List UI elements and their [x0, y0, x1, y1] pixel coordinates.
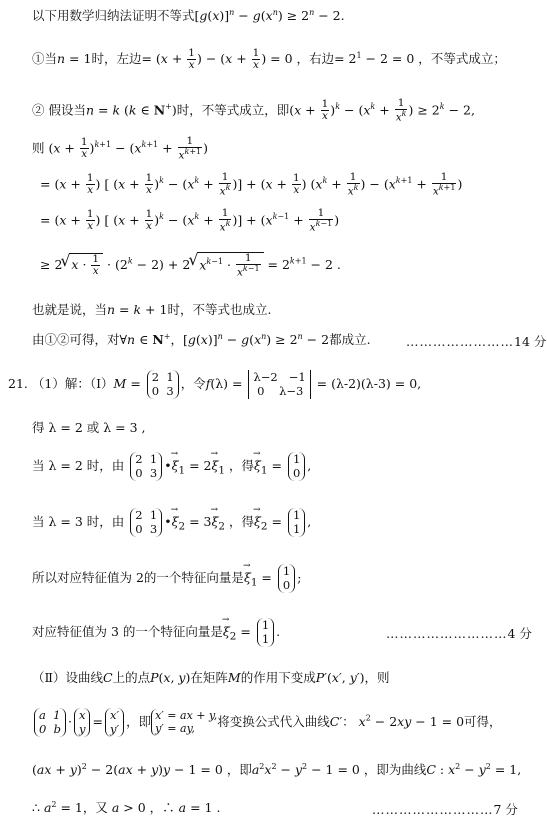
induction-step-label: 也就是说，当 [32, 302, 108, 317]
determinant: λ−2 −1 0 λ−3 [248, 370, 310, 399]
eigen-2-line: 当 λ = 2 时，由 2 1 0 3 •→ $\xi_1 = 2\to \xi_1$ ，得→ $\xi_1$ = 1 0 , [32, 452, 311, 481]
eigenvalues-line: 得 λ = 2 或 λ = 3 , [32, 420, 146, 435]
part2-text-c: 在矩阵 [190, 670, 228, 685]
base-case-label: ①当 [32, 51, 58, 67]
forcurve-text: ，即为曲线 [363, 762, 427, 778]
part2-text-e: ，则 [364, 670, 390, 685]
getok-text: 可得， [464, 713, 502, 729]
question-number: 21. [8, 375, 28, 391]
conclusion-label: 由①②可得，对∀ [32, 332, 128, 348]
expand-line-2: = (x + $\frac{1}{x}$ ) [ (x + $\frac{1}{x}$ )$^k - (x^k$ + $\frac{1}{x^k}$ )] + ($x^{k-1}$ + $\frac{1}{x^{k-1}}$ ) [40, 207, 340, 234]
hypothesis-text: 时，不等式成立，即 [176, 102, 290, 118]
base-conclusion: 不等式成立； [430, 51, 506, 67]
score-label: 14 分 [514, 334, 547, 349]
score-label: 7 分 [493, 802, 518, 817]
score-dots: …………………… [406, 334, 514, 349]
curve-line: (ax + y)$^2$ − 2(ax + y)y − 1 = 0 ，即$a^2x^2 - y^2 - 1 = 0$ ，即为曲线C : $x^2 - y^2 = 1$, [32, 762, 522, 778]
part2-text-d: 的作用下变成 [240, 670, 316, 685]
therefore-text: 又 [95, 800, 108, 816]
when-tail: 时，由 [86, 457, 125, 473]
get-label: 得 [32, 420, 45, 435]
part2-text-b: 上的点 [112, 670, 151, 685]
part2-label: （Ⅱ）设曲线 [32, 670, 103, 685]
then-line: 则 (x + $\frac{1}{x}$ )$^{k+1} - (x^{k+1}$ + $\frac{1}{x^{k+1}}$ ) [32, 135, 209, 162]
score-14 [406, 332, 546, 350]
part2-line: （Ⅱ）设曲线C上的点P(x, y)在矩阵M的作用下变成P′(x′, y′)，则 [32, 670, 390, 685]
base-case-line: ①当n = 1时，左边= (x + $\frac{1}{x}$ ) − (x + $\frac{1}{x}$ ) = 0 ，右边= $2^1 - 2 = 0$ ，不等式成立； [32, 47, 506, 72]
inequality-line: ≥ 2√ x · $\frac{1}{x}$ · $(2^k - 2) + 2√$ $x^{k-1}$ · $\frac{1}{x^{k-1}}$ = $2^{k+1} - 2$ . [40, 252, 341, 279]
hypothesis-line: ② 假设当n = k (k ∈ N+)时，不等式成立，即(x + $\frac{1}{x}$ )$^k - (x^k$ + $\frac{1}{x^k}$ ) ≥ $2^k - 2$, [32, 97, 475, 124]
when-tail: 时，由 [86, 513, 125, 529]
score-dots: ……………………… [386, 626, 508, 641]
expand-line-1: = (x + $\frac{1}{x}$ ) [ (x + $\frac{1}{x}$ )$^k - (x^k$ + $\frac{1}{x^k}$ )] + (x + $\frac{1}{x}$ ) ($x^k$ + $\frac{1}{x^k}$ ) − ($x^{k+1}$ + $\frac{1}{x^{k+1}}$ ) [40, 171, 463, 198]
when-label: 当 [32, 513, 45, 529]
eigenvector-2-text: 所以对应特征值为 2的一个特征向量是 [32, 569, 244, 585]
induction-step-text: 时，不等式也成立. [167, 302, 272, 317]
induction-step-line: 也就是说，当n = k + 1时，不等式也成立. [32, 302, 272, 317]
score-label: 4 分 [507, 626, 532, 641]
then-label: 则 [32, 140, 45, 156]
base-right-label: 右边 [309, 51, 335, 67]
subst-text: 将变换公式代入曲线 [217, 713, 330, 729]
score-dots: ……………………… [372, 802, 494, 817]
hypothesis-label: ② 假设当 [32, 102, 86, 118]
q21-line: 21. （1）解：（Ⅰ）M = 2 1 0 3 ，令f(λ) = λ−2 −1 0 λ−3 = (λ-2)(λ-3) = 0, [8, 370, 422, 399]
matrix-m: 2 1 0 3 [147, 370, 179, 399]
let-text: ，令 [180, 375, 206, 391]
get-text: ，得 [228, 457, 254, 473]
eigenvector-2-line: 所以对应特征值为 2的一个特征向量是→ $\xi_1$ = 1 0 ; [32, 564, 301, 593]
final-line: ∴ $a^2 = 1$，又 a > 0 ，∴ a = 1 . [32, 800, 221, 816]
ji-label: ，即 [126, 713, 152, 729]
transform-line: a 1 0 b · x y = x′ y′ ，即 x′ = ax + y, y′ = ay, 将变换公式代入曲线C′： $x^2 - 2xy - 1 = 0$可得， [32, 708, 502, 737]
conclusion-text: 都成立. [329, 332, 371, 348]
eigenvector-3-line: 对应特征值为 3 的一个特征向量是→ $\xi_2$ = 1 1 . [32, 618, 280, 647]
eigenvector-3-text: 对应特征值为 3 的一个特征向量是 [32, 623, 223, 639]
part-label: （1）解：（Ⅰ） [31, 375, 114, 391]
intro-line: 以下用数学归纳法证明不等式$[g(x)]^n - g(x^n) \ge 2^n - 2$. [32, 8, 345, 24]
get-text: ，得 [228, 513, 254, 529]
score-7 [372, 800, 518, 818]
intro-text: 以下用数学归纳法证明不等式 [32, 8, 195, 24]
when-label: 当 [32, 457, 45, 473]
score-4 [386, 624, 532, 642]
base-left-label: 时，左边 [91, 51, 142, 67]
ji2-label: ，即 [226, 762, 252, 778]
or-label: 或 [86, 420, 100, 435]
eigen-3-line: 当 λ = 3 时，由 2 1 0 3 •→ $\xi_2 = 3\to \xi_2$ ，得→ $\xi_2$ = 1 1 , [32, 508, 311, 537]
conclusion-line: 由①②可得，对∀n ∈ N+，$[g(x)]^n - g(x^n) \ge 2^n - 2$都成立. [32, 332, 371, 348]
